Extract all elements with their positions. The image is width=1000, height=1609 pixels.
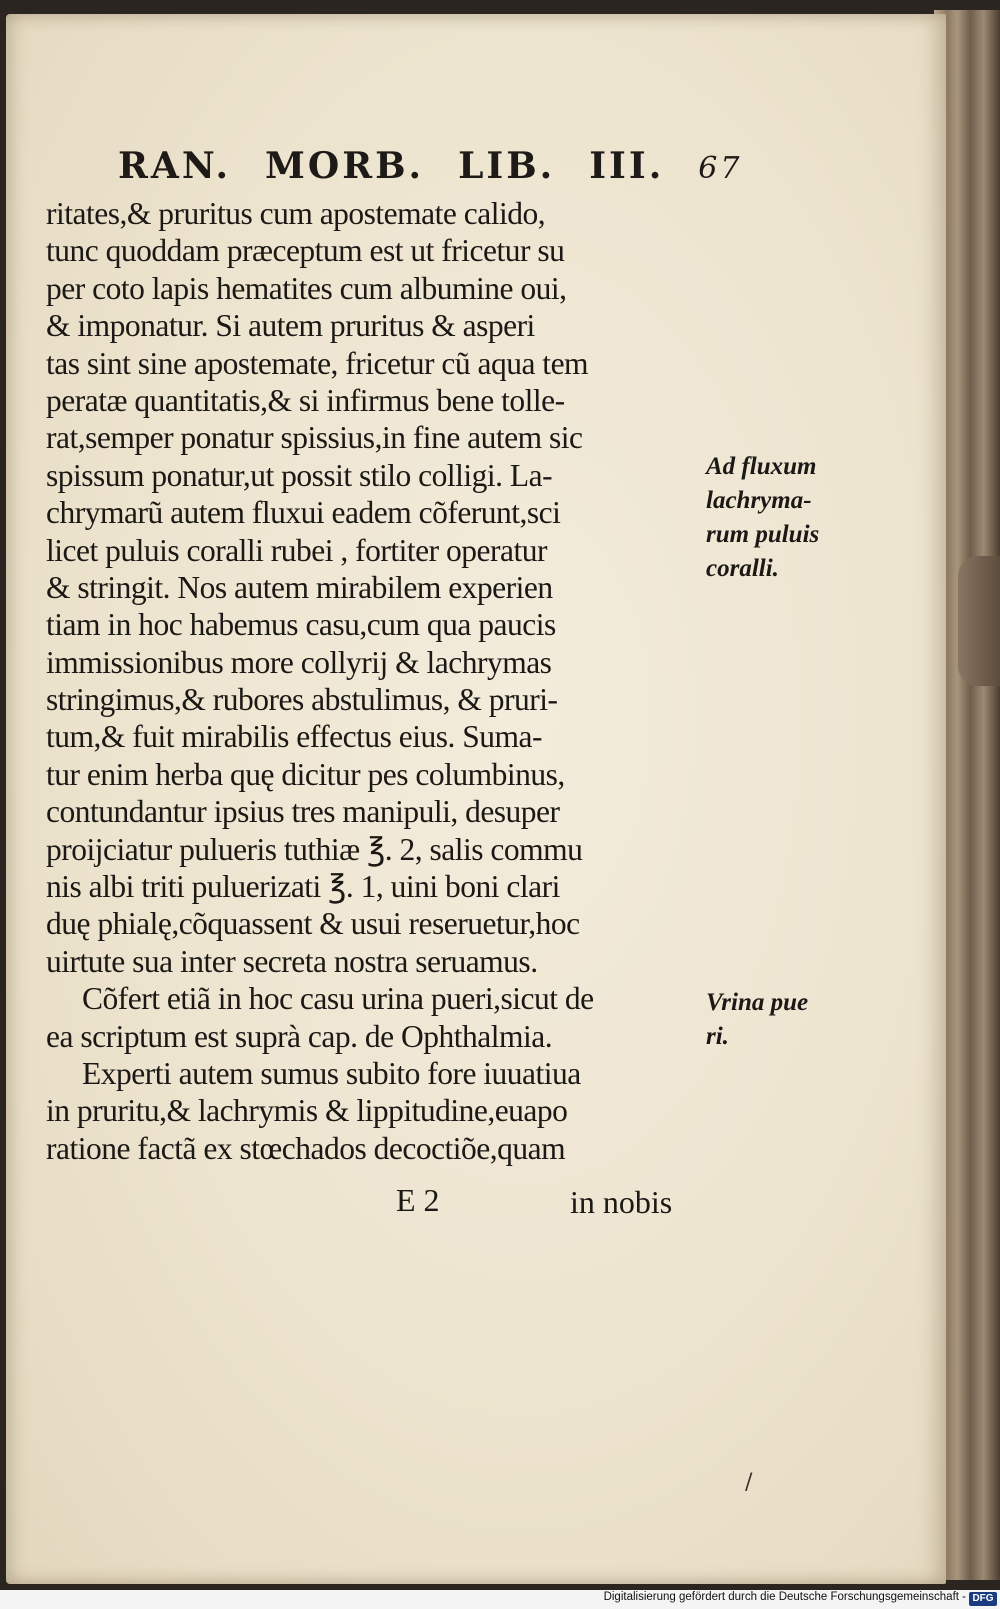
text-line: stringimus,& rubores abstulimus, & pruri- xyxy=(46,682,558,718)
text-line: ea scriptum est suprà cap. de Ophthalmia. xyxy=(46,1018,553,1054)
text-line: duę phialę,cõquassent & usui reseruetur,hoc xyxy=(46,906,580,942)
text-line: Experti autem sumus subito fore iuuatiua xyxy=(82,1055,581,1091)
text-line: per coto lapis hematites cum albumine oui, xyxy=(46,270,567,306)
marginal-note-line: Vrina pue xyxy=(706,989,809,1016)
text-line: chrymarũ autem fluxui eadem cõferunt,sci xyxy=(46,495,561,531)
marginal-note-line: lachryma- xyxy=(706,487,812,514)
text-line: immissionibus more collyrij & lachrymas xyxy=(46,644,552,680)
marginal-note-line: coralli. xyxy=(706,555,779,582)
text-line: ritates,& pruritus cum apostemate calido, xyxy=(46,196,546,231)
page-clip xyxy=(958,556,1000,686)
folio-number: 67 xyxy=(698,151,743,186)
text-line: & imponatur. Si autem pruritus & asperi xyxy=(46,308,535,344)
text-line: spissum ponatur,ut possit stilo colligi. La- xyxy=(46,457,553,493)
running-head-word: LIB. xyxy=(458,145,556,187)
text-line: Cõfert etiã in hoc casu urina pueri,sicut de xyxy=(82,981,594,1017)
marginal-note-fluxum xyxy=(706,450,819,586)
footer-credit: Digitalisierung gefördert durch die Deutsche Forschungsgemeinschaft - xyxy=(603,1591,966,1603)
text-line: rat,semper ponatur spissius,in fine autem sic xyxy=(46,420,583,456)
text-line: tunc quoddam præceptum est ut fricetur su xyxy=(46,233,565,269)
text-line: contundantur ipsius tres manipuli, desuper xyxy=(46,794,560,830)
text-line: uirtute sua inter secreta nostra seruamus. xyxy=(46,943,538,979)
text-line: ratione factã ex stœchados decoctiõe,quam xyxy=(46,1130,566,1166)
marginal-note-line: ri. xyxy=(706,1023,729,1050)
signature-mark: E 2 xyxy=(396,1182,440,1218)
catchword: in nobis xyxy=(570,1184,673,1220)
dfg-logo: DFG xyxy=(969,1592,997,1606)
text-line: in pruritu,& lachrymis & lippitudine,euapo xyxy=(46,1093,568,1129)
ink-mark: / xyxy=(745,1470,753,1495)
marginal-note-line: Ad fluxum xyxy=(706,453,817,480)
text-line: tiam in hoc habemus casu,cum qua paucis xyxy=(46,607,556,643)
text-line: & stringit. Nos autem mirabilem experien xyxy=(46,569,553,605)
text-line: proijciatur pulueris tuthiæ ℥. 2, salis commu xyxy=(46,831,583,867)
text-line: nis albi triti puluerizati ℥. 1, uini boni clari xyxy=(46,869,560,905)
marginal-note-urina xyxy=(706,986,808,1054)
running-head-word: RAN. xyxy=(118,145,231,187)
text-line: tas sint sine apostemate, fricetur cũ aqua tem xyxy=(46,345,589,381)
running-head-word: III. xyxy=(589,145,665,187)
body-text xyxy=(46,195,696,1167)
text-line: tum,& fuit mirabilis effectus eius. Suma- xyxy=(46,719,542,755)
marginal-note-line: rum puluis xyxy=(706,521,820,548)
text-line: peratæ quantitatis,& si infirmus bene tolle- xyxy=(46,382,565,418)
text-line: tur enim herba quę dicitur pes columbinus, xyxy=(46,756,565,792)
running-head xyxy=(118,145,743,187)
text-line: licet puluis coralli rubei , fortiter operatur xyxy=(46,532,547,568)
running-head-word: MORB. xyxy=(265,145,425,187)
